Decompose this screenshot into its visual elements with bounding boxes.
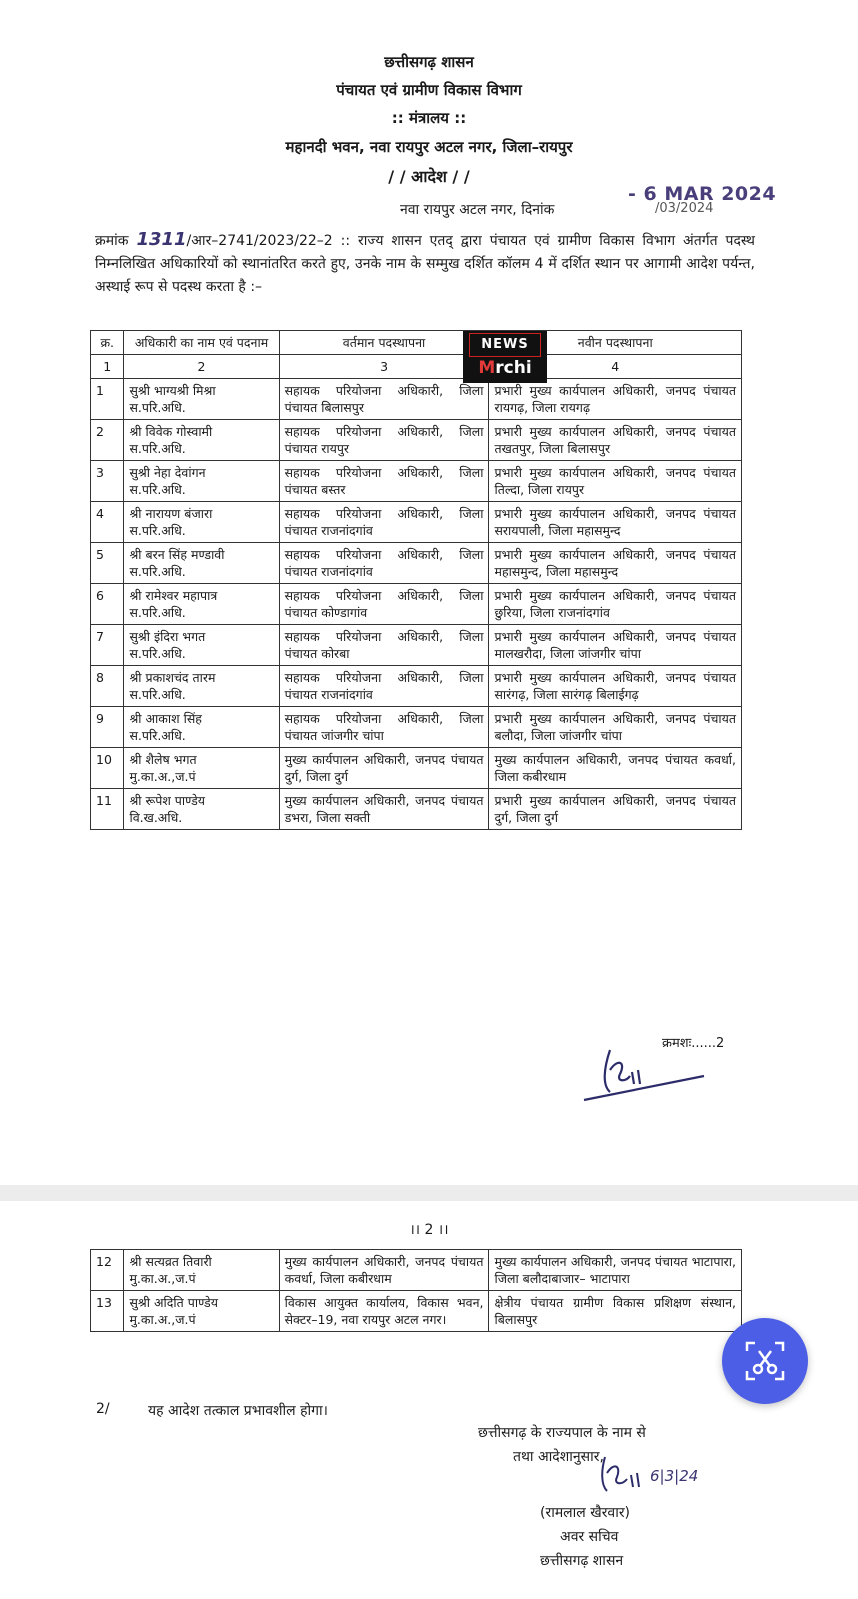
clause-number: 2/ bbox=[96, 1401, 110, 1417]
table-row bbox=[91, 379, 742, 420]
row-new-posting: प्रभारी मुख्य कार्यपालन अधिकारी, जनपद पंचायत तिल्दा, जिला रायपुर bbox=[489, 461, 742, 502]
officer-name: श्री सत्यव्रत तिवारी bbox=[129, 1254, 212, 1269]
table-row bbox=[91, 461, 742, 502]
row-current-posting: सहायक परियोजना अधिकारी, जिला पंचायत रायपुर bbox=[279, 420, 489, 461]
row-name bbox=[124, 625, 279, 666]
officer-designation: मु.का.अ.,ज.पं bbox=[129, 1312, 196, 1327]
row-new-posting: प्रभारी मुख्य कार्यपालन अधिकारी, जनपद पंचायत मालखरौदा, जिला जांजगीर चांपा bbox=[489, 625, 742, 666]
printed-date: /03/2024 bbox=[655, 201, 714, 216]
row-current-posting: सहायक परियोजना अधिकारी, जिला पंचायत कोण्डागांव bbox=[279, 584, 489, 625]
officer-designation: वि.ख.अधि. bbox=[129, 810, 183, 825]
officer-designation: स.परि.अधि. bbox=[129, 564, 186, 579]
handwritten-date: 6|3|24 bbox=[650, 1467, 699, 1485]
document-page-2 bbox=[0, 1201, 858, 1599]
transfer-table bbox=[90, 330, 742, 830]
watermark-bottom bbox=[463, 357, 547, 379]
row-name bbox=[124, 789, 279, 830]
initial-signature-icon bbox=[580, 1040, 710, 1104]
row-new-posting: प्रभारी मुख्य कार्यपालन अधिकारी, जनपद पंचायत दुर्ग, जिला दुर्ग bbox=[489, 789, 742, 830]
officer-designation: स.परि.अधि. bbox=[129, 605, 186, 620]
watermark-rest: rchi bbox=[495, 358, 532, 378]
row-sno: 6 bbox=[91, 584, 124, 625]
officer-name: श्री विवेक गोस्वामी bbox=[129, 424, 213, 439]
kramank-handwritten-number: 1311 bbox=[136, 229, 187, 250]
row-sno: 9 bbox=[91, 707, 124, 748]
kramank-prefix: क्रमांक bbox=[95, 233, 129, 249]
col-new: नवीन पदस्थापना bbox=[489, 331, 742, 355]
row-new-posting: प्रभारी मुख्य कार्यपालन अधिकारी, जनपद पंचायत सरायपाली, जिला महासमुन्द bbox=[489, 502, 742, 543]
row-name bbox=[124, 584, 279, 625]
table-row bbox=[91, 666, 742, 707]
col-number: 1 bbox=[91, 355, 124, 379]
screenshot-edit-button[interactable] bbox=[722, 1318, 808, 1404]
table-row bbox=[91, 543, 742, 584]
row-current-posting: विकास आयुक्त कार्यालय, विकास भवन, सेक्टर–19, नवा रायपुर अटल नगर। bbox=[279, 1291, 489, 1332]
table-row bbox=[91, 625, 742, 666]
officer-name: सुश्री भाग्यश्री मिश्रा bbox=[129, 383, 216, 398]
officer-name: सुश्री इंदिरा भगत bbox=[129, 629, 206, 644]
page-number: ।। 2 ।। bbox=[409, 1222, 449, 1238]
row-name bbox=[124, 461, 279, 502]
table-row bbox=[91, 420, 742, 461]
row-new-posting: क्षेत्रीय पंचायत ग्रामीण विकास प्रशिक्षण संस्थान, बिलासपुर bbox=[489, 1291, 742, 1332]
watermark-top: NEWS bbox=[469, 333, 541, 357]
clause-text: यह आदेश तत्काल प्रभावशील होगा। bbox=[148, 1403, 328, 1419]
signature-authority: छत्तीसगढ़ के राज्यपाल के नाम से bbox=[478, 1425, 646, 1441]
table-body bbox=[91, 379, 742, 830]
table-row bbox=[91, 789, 742, 830]
row-name bbox=[124, 1291, 279, 1332]
officer-designation: मु.का.अ.,ज.पं bbox=[129, 769, 196, 784]
row-new-posting: प्रभारी मुख्य कार्यपालन अधिकारी, जनपद पंचायत महासमुन्द, जिला महासमुन्द bbox=[489, 543, 742, 584]
officer-designation: स.परि.अधि. bbox=[129, 523, 186, 538]
row-new-posting: मुख्य कार्यपालन अधिकारी, जनपद पंचायत भाटापारा, जिला बलौदाबाजार– भाटापारा bbox=[489, 1250, 742, 1291]
row-sno: 3 bbox=[91, 461, 124, 502]
table-row bbox=[91, 707, 742, 748]
row-current-posting: मुख्य कार्यपालन अधिकारी, जनपद पंचायत दुर्ग, जिला दुर्ग bbox=[279, 748, 489, 789]
date-stamp: - 6 MAR 2024 bbox=[628, 183, 777, 205]
officer-name: श्री बरन सिंह मण्डावी bbox=[129, 547, 225, 562]
table-header-row bbox=[91, 331, 742, 355]
row-name bbox=[124, 666, 279, 707]
officer-name: सुश्री अदिति पाण्डेय bbox=[129, 1295, 218, 1310]
row-sno: 4 bbox=[91, 502, 124, 543]
row-current-posting: सहायक परियोजना अधिकारी, जिला पंचायत राजनांदगांव bbox=[279, 543, 489, 584]
row-current-posting: सहायक परियोजना अधिकारी, जिला पंचायत बस्तर bbox=[279, 461, 489, 502]
row-sno: 7 bbox=[91, 625, 124, 666]
col-number: 3 bbox=[279, 355, 489, 379]
row-sno: 11 bbox=[91, 789, 124, 830]
officer-name: श्री रामेश्वर महापात्र bbox=[129, 588, 218, 603]
signatory-name: (रामलाल खैरवार) bbox=[540, 1505, 631, 1521]
table-row bbox=[91, 1291, 742, 1332]
col-number: 2 bbox=[124, 355, 279, 379]
row-sno: 10 bbox=[91, 748, 124, 789]
row-new-posting: प्रभारी मुख्य कार्यपालन अधिकारी, जनपद पंचायत सारंगढ़, जिला सारंगढ़ बिलाईगढ़ bbox=[489, 666, 742, 707]
officer-name: सुश्री नेहा देवांगन bbox=[129, 465, 206, 480]
officer-designation: स.परि.अधि. bbox=[129, 728, 186, 743]
news-watermark-logo bbox=[463, 331, 547, 383]
table-row bbox=[91, 748, 742, 789]
continued-label: क्रमशः......2 bbox=[662, 1036, 725, 1051]
order-heading: / / आदेश / / bbox=[388, 167, 470, 186]
watermark-letter: M bbox=[478, 358, 496, 378]
table-row bbox=[91, 584, 742, 625]
col-number: 4 bbox=[489, 355, 742, 379]
row-current-posting: सहायक परियोजना अधिकारी, जिला पंचायत राजनांदगांव bbox=[279, 502, 489, 543]
col-sno: क्र. bbox=[91, 331, 124, 355]
row-new-posting: प्रभारी मुख्य कार्यपालन अधिकारी, जनपद पंचायत तखतपुर, जिला बिलासपुर bbox=[489, 420, 742, 461]
officer-name: श्री रूपेश पाण्डेय bbox=[129, 793, 206, 808]
officer-name: श्री नारायण बंजारा bbox=[129, 506, 213, 521]
row-new-posting: मुख्य कार्यपालन अधिकारी, जनपद पंचायत कवर्धा, जिला कबीरधाम bbox=[489, 748, 742, 789]
officer-name: श्री प्रकाशचंद तारम bbox=[129, 670, 216, 685]
kramank-rest: /आर–2741/2023/22–2 bbox=[186, 233, 333, 249]
table-body bbox=[91, 1250, 742, 1332]
govt-title: छत्तीसगढ़ शासन bbox=[384, 53, 474, 71]
row-name bbox=[124, 1250, 279, 1291]
officer-designation: स.परि.अधि. bbox=[129, 400, 186, 415]
row-new-posting: प्रभारी मुख्य कार्यपालन अधिकारी, जनपद पंचायत रायगढ़, जिला रायगढ़ bbox=[489, 379, 742, 420]
page-gap bbox=[0, 1185, 858, 1201]
table-row bbox=[91, 1250, 742, 1291]
signatory-org: छत्तीसगढ़ शासन bbox=[540, 1553, 624, 1569]
row-current-posting: सहायक परियोजना अधिकारी, जिला पंचायत कोरबा bbox=[279, 625, 489, 666]
order-body: :: राज्य शासन एतद् द्वारा पंचायत एवं ग्रामीण विकास विभाग अंतर्गत पदस्थ निम्नलिखित अधिकारियों को स्थानांतरित करते हुए, उनके नाम के सम्मुख दर्शित कॉलम 4 में दर्शित स्थान पर आगामी आदेश पर्यन्त, अस्थाई रूप से पदस्थ करता है :– bbox=[95, 233, 755, 295]
row-new-posting: प्रभारी मुख्य कार्यपालन अधिकारी, जनपद पंचायत छुरिया, जिला राजनांदगांव bbox=[489, 584, 742, 625]
row-name bbox=[124, 543, 279, 584]
ministry-label: :: मंत्रालय :: bbox=[391, 109, 467, 127]
row-sno: 5 bbox=[91, 543, 124, 584]
signature-order: तथा आदेशानुसार, bbox=[513, 1449, 604, 1465]
row-name bbox=[124, 502, 279, 543]
col-current: वर्तमान पदस्थापना bbox=[279, 331, 489, 355]
row-sno: 8 bbox=[91, 666, 124, 707]
address-line: महानदी भवन, नवा रायपुर अटल नगर, जिला–रायपुर bbox=[285, 138, 573, 156]
row-new-posting: प्रभारी मुख्य कार्यपालन अधिकारी, जनपद पंचायत बलौदा, जिला जांजगीर चांपा bbox=[489, 707, 742, 748]
department-title: पंचायत एवं ग्रामीण विकास विभाग bbox=[336, 81, 522, 99]
signatory-title: अवर सचिव bbox=[560, 1529, 619, 1545]
row-current-posting: सहायक परियोजना अधिकारी, जिला पंचायत जांजगीर चांपा bbox=[279, 707, 489, 748]
row-name bbox=[124, 707, 279, 748]
officer-designation: स.परि.अधि. bbox=[129, 482, 186, 497]
row-sno: 1 bbox=[91, 379, 124, 420]
row-sno: 2 bbox=[91, 420, 124, 461]
officer-designation: स.परि.अधि. bbox=[129, 687, 186, 702]
row-current-posting: मुख्य कार्यपालन अधिकारी, जनपद पंचायत कवर्धा, जिला कबीरधाम bbox=[279, 1250, 489, 1291]
officer-name: श्री आकाश सिंह bbox=[129, 711, 202, 726]
row-current-posting: मुख्य कार्यपालन अधिकारी, जनपद पंचायत डभरा, जिला सक्ती bbox=[279, 789, 489, 830]
signature-icon bbox=[595, 1451, 655, 1499]
table-number-row bbox=[91, 355, 742, 379]
date-place: नवा रायपुर अटल नगर, दिनांक bbox=[400, 202, 555, 218]
row-name bbox=[124, 420, 279, 461]
row-current-posting: सहायक परियोजना अधिकारी, जिला पंचायत राजनांदगांव bbox=[279, 666, 489, 707]
scissors-crop-icon bbox=[743, 1339, 787, 1383]
col-name: अधिकारी का नाम एवं पदनाम bbox=[124, 331, 279, 355]
officer-designation: स.परि.अधि. bbox=[129, 646, 186, 661]
row-name bbox=[124, 379, 279, 420]
table-row bbox=[91, 502, 742, 543]
row-name bbox=[124, 748, 279, 789]
officer-designation: मु.का.अ.,ज.पं bbox=[129, 1271, 196, 1286]
row-sno: 12 bbox=[91, 1250, 124, 1291]
transfer-table-continued bbox=[90, 1249, 742, 1332]
officer-designation: स.परि.अधि. bbox=[129, 441, 186, 456]
row-sno: 13 bbox=[91, 1291, 124, 1332]
order-paragraph bbox=[95, 228, 755, 299]
row-current-posting: सहायक परियोजना अधिकारी, जिला पंचायत बिलासपुर bbox=[279, 379, 489, 420]
officer-name: श्री शैलेष भगत bbox=[129, 752, 197, 767]
